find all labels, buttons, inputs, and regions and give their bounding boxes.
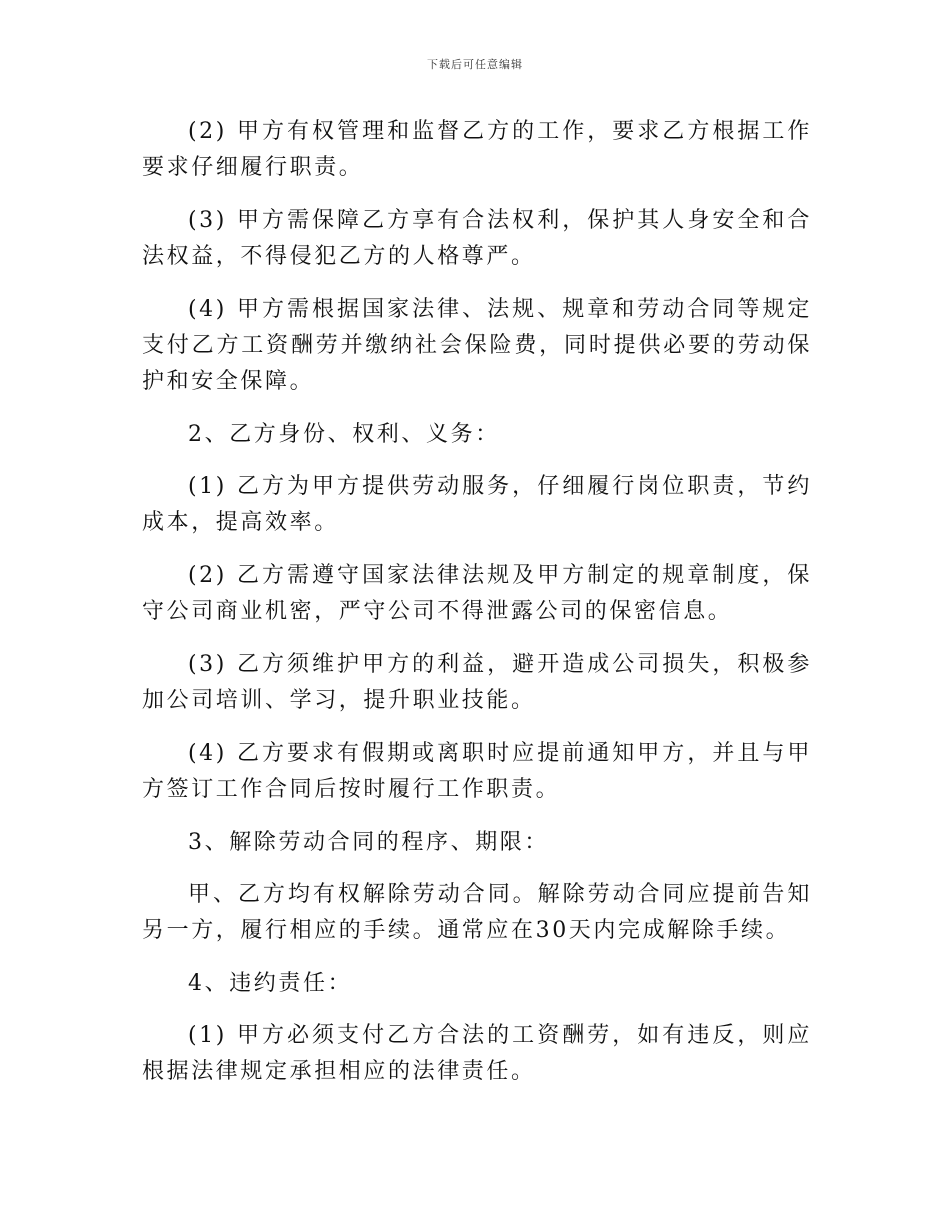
section-heading-termination: 3、解除劳动合同的程序、期限： — [188, 830, 549, 855]
paragraph-termination-procedure: 甲、乙方均有权解除劳动合同。解除劳动合同应提前告知另一方，履行相应的手续。通常应在30天内完成解除手续。 — [142, 882, 812, 943]
paragraph-party-b-rules: (2) 乙方需遵守国家法律法规及甲方制定的规章制度，保守公司商业机密，严守公司不得泄露公司的保密信息。 — [142, 563, 812, 624]
paragraph-party-a-rights-protection: (3) 甲方需保障乙方享有合法权利，保护其人身安全和合法权益，不得侵犯乙方的人格尊严。 — [142, 208, 812, 269]
paragraph-party-a-management: (2) 甲方有权管理和监督乙方的工作，要求乙方根据工作要求仔细履行职责。 — [142, 119, 812, 180]
paragraph-party-a-liability: (1) 甲方必须支付乙方合法的工资酬劳，如有违反，则应根据法律规定承担相应的法律责任。 — [142, 1023, 812, 1084]
paragraph-party-b-service: (1) 乙方为甲方提供劳动服务，仔细履行岗位职责，节约成本，提高效率。 — [142, 474, 812, 535]
paragraph-party-b-interests: (3) 乙方须维护甲方的利益，避开造成公司损失，积极参加公司培训、学习，提升职业技能。 — [142, 652, 812, 713]
section-heading-liability: 4、违约责任： — [188, 971, 353, 996]
section-heading-party-b: 2、乙方身份、权利、义务： — [188, 422, 500, 447]
paragraph-party-b-leave: (4) 乙方要求有假期或离职时应提前通知甲方，并且与甲方签订工作合同后按时履行工作职责。 — [142, 741, 812, 802]
paragraph-party-a-wages-insurance: (4) 甲方需根据国家法律、法规、规章和劳动合同等规定支付乙方工资酬劳并缴纳社会保险费，同时提供必要的劳动保护和安全保障。 — [142, 297, 812, 394]
page-header: 下载后可任意编辑 — [427, 58, 523, 71]
document-body — [142, 114, 812, 1107]
